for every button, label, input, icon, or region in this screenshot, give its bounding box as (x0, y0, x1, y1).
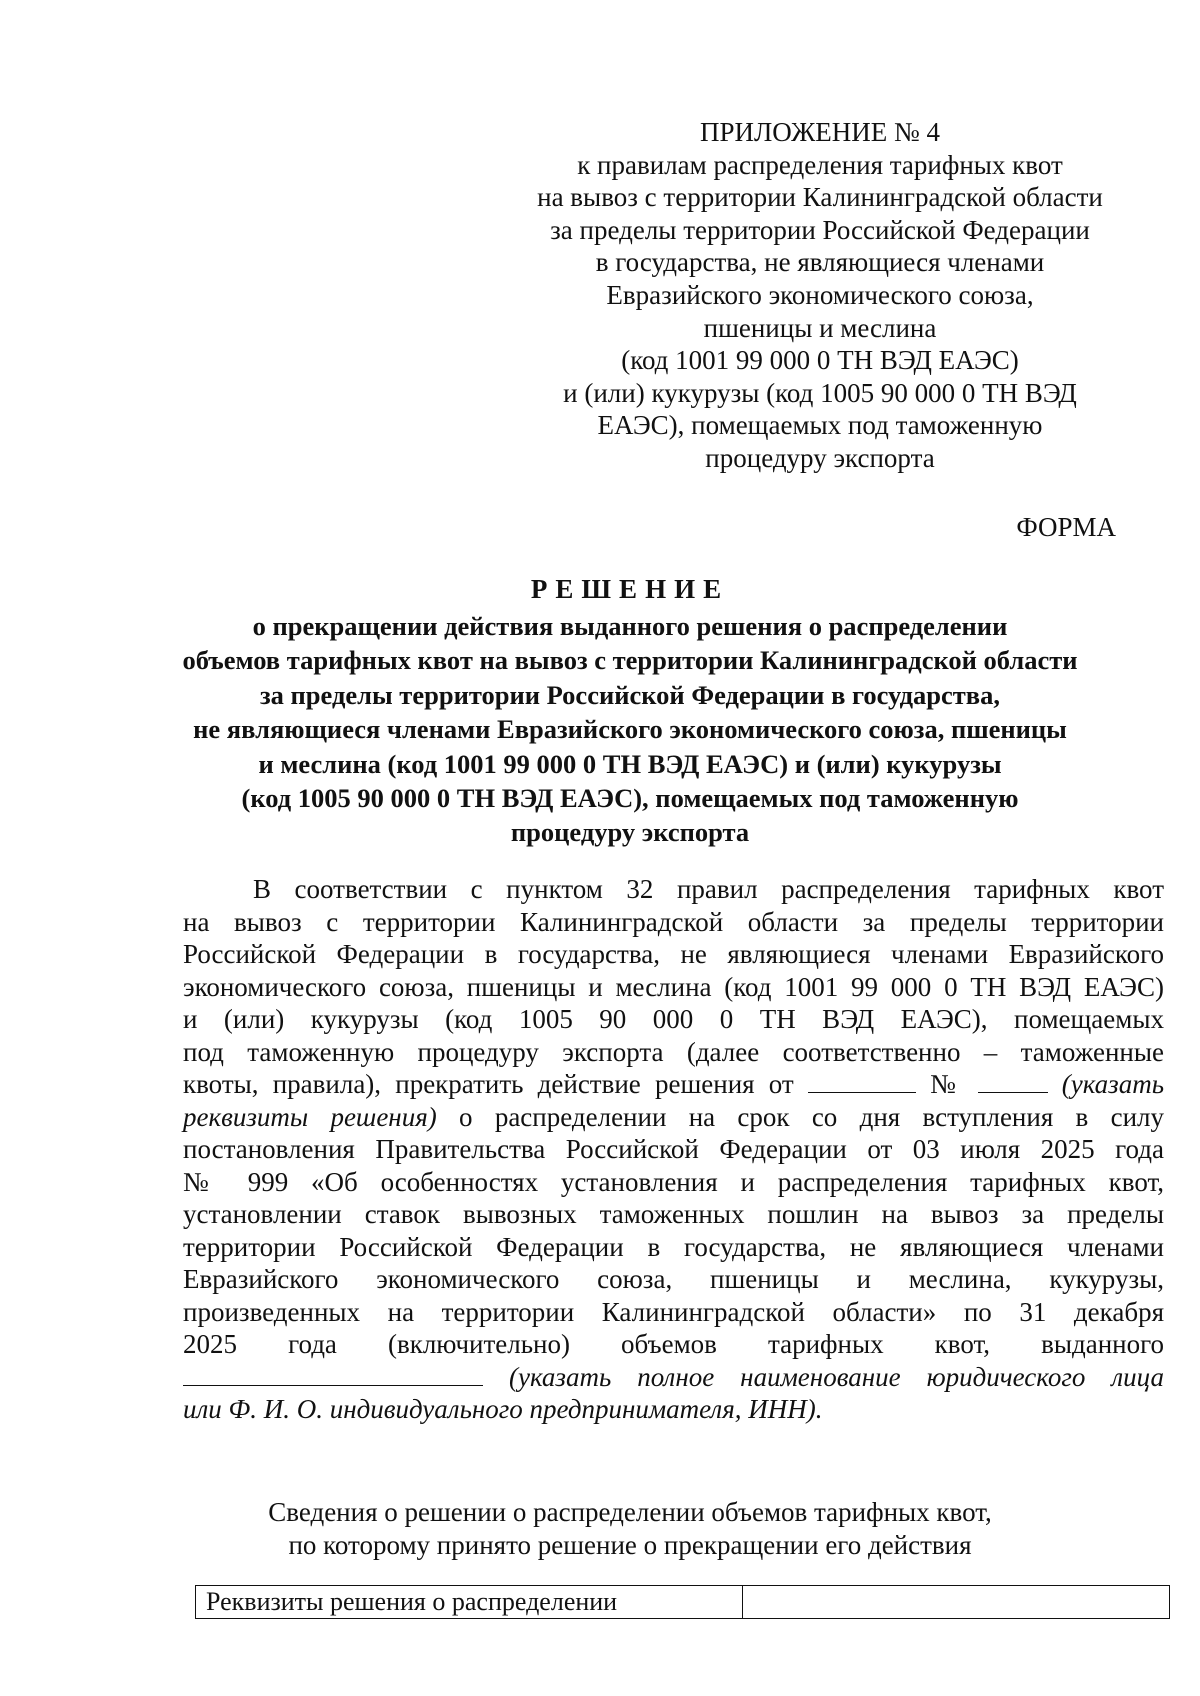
body-line: произведенных на территории Калининградской области» по 31 декабря (183, 1296, 1164, 1327)
appendix-line: ЕАЭС), помещаемых под таможенную (597, 410, 1043, 441)
subtitle-line: за пределы территории Российской Федерации в государства, (260, 679, 1000, 710)
appendix-line: к правилам распределения тарифных квот (577, 149, 1063, 180)
body-line (183, 1068, 1164, 1101)
table-cell-value (743, 1586, 1170, 1619)
body-line: экономического союза, пшеницы и меслина (код 1001 99 000 0 ТН ВЭД ЕАЭС) (183, 971, 1164, 1002)
entity-name-blank (183, 1363, 483, 1386)
instruction-text: реквизиты решения) (183, 1101, 437, 1132)
document-subtitle (170, 609, 1090, 850)
info-heading-line: Сведения о решении о распределении объемов тарифных квот, (268, 1497, 992, 1527)
body-line (183, 1361, 1164, 1394)
body-line: на вывоз с территории Калининградской области за пределы территории (183, 906, 1164, 937)
decision-date-blank (808, 1070, 916, 1093)
subtitle-line: объемов тарифных квот на вывоз с территории Калининградской области (182, 645, 1078, 676)
instruction-text: (указать полное наименование юридического лица (508, 1361, 1164, 1392)
instruction-text: или Ф. И. О. индивидуального предпринимателя, ИНН). (183, 1394, 823, 1424)
table-cell-label: Реквизиты решения о распределении (196, 1586, 743, 1619)
subtitle-line: (код 1005 90 000 0 ТН ВЭД ЕАЭС), помещаемых под таможенную (241, 783, 1019, 814)
body-text-fragment: о распределении на срок со дня вступления в силу (459, 1101, 1164, 1132)
subtitle-line: не являющиеся членами Евразийского экономического союза, пшеницы (193, 714, 1067, 745)
body-line: территории Российской Федерации в государства, не являющиеся членами (183, 1231, 1164, 1262)
subtitle-line: о прекращении действия выданного решения о распределении (252, 611, 1008, 641)
appendix-header (520, 116, 1120, 475)
body-line: 2025 года (включительно) объемов тарифных квот, выданного (183, 1329, 1164, 1359)
appendix-line: процедуру экспорта (705, 442, 935, 473)
subtitle-line: процедуру экспорта (510, 817, 750, 848)
body-line: и (или) кукурузы (код 1005 90 000 0 ТН ВЭД ЕАЭС), помещаемых (183, 1004, 1164, 1034)
appendix-line: (код 1001 99 000 0 ТН ВЭД ЕАЭС) (621, 345, 1019, 376)
appendix-line: в государства, не являющиеся членами (595, 247, 1045, 278)
appendix-title: ПРИЛОЖЕНИЕ № 4 (699, 117, 941, 147)
body-line (183, 1393, 1164, 1426)
decision-number-blank (978, 1070, 1048, 1093)
body-line: Российской Федерации в государства, не являющиеся членами Евразийского (183, 939, 1164, 969)
body-line: постановления Правительства Российской Федерации от 03 июля 2025 года (183, 1134, 1164, 1164)
number-sign: № (930, 1069, 964, 1099)
body-line: установлении ставок вывозных таможенных пошлин на вывоз за пределы (183, 1199, 1164, 1229)
body-line: № 999 «Об особенностях установления и распределения тарифных квот, (183, 1166, 1164, 1197)
appendix-line: за пределы территории Российской Федерации (550, 214, 1090, 245)
body-line: под таможенную процедуру экспорта (далее соответственно – таможенные (183, 1036, 1164, 1067)
body-line: В соответствии с пунктом 32 правил распределения тарифных квот (253, 874, 1164, 904)
info-heading (230, 1496, 1030, 1563)
instruction-text: (указать (1061, 1069, 1165, 1099)
appendix-line: пшеницы и меслина (703, 312, 937, 343)
decision-details-table (195, 1585, 1170, 1619)
table-row (196, 1586, 1170, 1619)
appendix-line: Евразийского экономического союза, (606, 279, 1034, 310)
appendix-line: и (или) кукурузы (код 1005 90 000 0 ТН ВЭД (563, 377, 1077, 408)
body-paragraph (183, 873, 1164, 1426)
body-line (183, 1101, 1164, 1134)
subtitle-line: и меслина (код 1001 99 000 0 ТН ВЭД ЕАЭС) и (или) кукурузы (258, 748, 1002, 779)
form-label: ФОРМА (1016, 512, 1116, 542)
info-heading-line: по которому принято решение о прекращении его действия (288, 1530, 972, 1561)
body-line: Евразийского экономического союза, пшеницы и меслина, кукурузы, (183, 1264, 1164, 1294)
document-title: РЕШЕНИЕ (530, 574, 730, 604)
body-text-fragment: квоты, правила), прекратить действие решения от (183, 1069, 794, 1099)
appendix-line: на вывоз с территории Калининградской области (537, 182, 1103, 213)
